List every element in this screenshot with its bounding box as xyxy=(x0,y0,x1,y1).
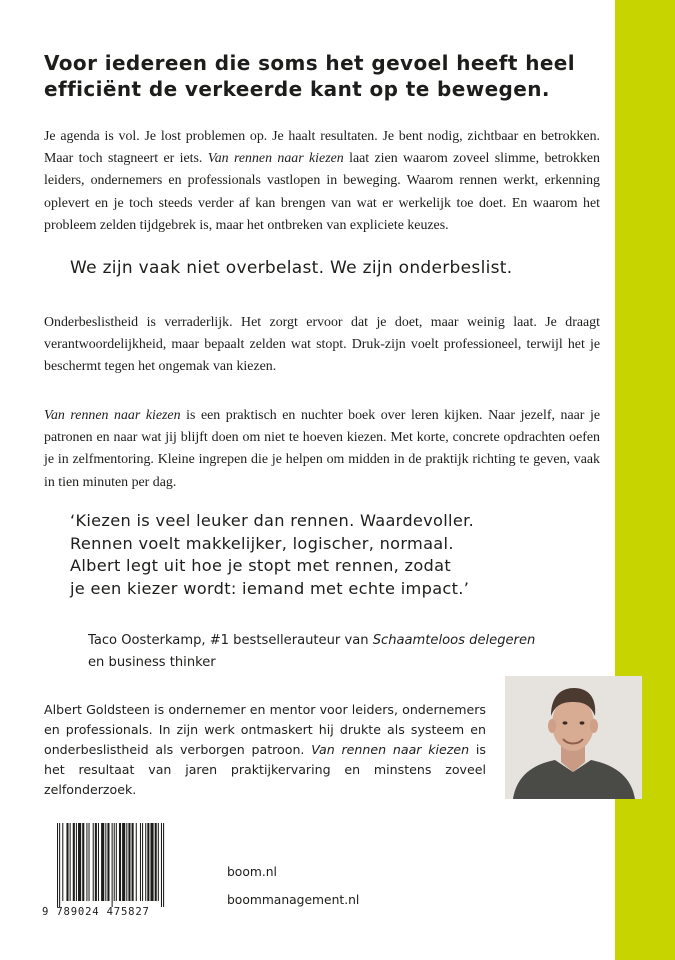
cover-spine-stripe xyxy=(615,0,675,960)
barcode-bar xyxy=(163,823,164,907)
barcode-bar xyxy=(114,823,115,901)
author-bio xyxy=(44,700,486,800)
attribution-role: en business thinker xyxy=(88,655,216,670)
barcode-bar xyxy=(136,823,137,901)
author-photo xyxy=(505,676,642,799)
barcode-bar xyxy=(150,823,153,901)
barcode-bar xyxy=(119,823,121,901)
attribution-name: Taco Oosterkamp, #1 bestsellerauteur van xyxy=(88,633,373,648)
barcode-bar xyxy=(73,823,75,901)
barcode-bar xyxy=(98,823,99,901)
barcode-bar xyxy=(82,823,84,901)
barcode-bar xyxy=(132,823,134,901)
barcode-bar xyxy=(112,823,113,907)
second-paragraph: Onderbeslistheid is verraderlijk. Het zorgt ervoor dat je doet, maar weinig laat. Je draagt verantwoordelijkheid, maar bepaalt zelden wat stopt. Druk-zijn voelt professioneel, terwijl het je beschermt tegen het ongemak van kiezen. xyxy=(44,315,600,375)
intro-text-start: Je agenda is vol. Je lost problemen op. Je haalt resultaten. Je bent nodig, zichtbaar en betrokken. Maar toch stagneert er iets. xyxy=(44,129,600,167)
barcode-bar xyxy=(155,823,157,901)
barcode-bar xyxy=(89,823,90,901)
publisher-url[interactable]: boom.nl xyxy=(227,865,277,879)
publisher-url[interactable]: boommanagement.nl xyxy=(227,893,360,907)
barcode-bar xyxy=(145,823,146,901)
attribution-book-title: Schaamteloos delegeren xyxy=(372,633,536,648)
endorsement-quote: ‘Kiezen is veel leuker dan rennen. Waardevoller. Rennen voelt makkelijker, logischer, normaal. Albert legt uit hoe je stopt met rennen, zodat je een kiezer wordt: iemand met echte impact.’ xyxy=(70,511,475,598)
barcode-bar xyxy=(66,823,68,901)
third-paragraph-text: is een praktisch en nuchter boek over leren kijken. Naar jezelf, naar je patronen en naar wat jij blijft doen om niet te hoeven kiezen. Met korte, concrete opdrachten oefen je in zelfmentoring. Kleine ingrepen die je helpen om midden in de praktijk richting te geven, vaak in tien minuten per dag. xyxy=(44,408,600,490)
intro-text-end: laat zien waarom zoveel slimme, betrokken leiders, ondernemers en professionals vastlopen in beweging. Waarom rennen werkt, erkenning oplevert en je toch steeds verder af kan brengen van wat er werkelijk toe doet. En waarom het probleem zelden tijdgebrek is, maar het ontbreken van expliciete keuzes. xyxy=(44,151,601,233)
back-cover-headline: Voor iedereen die soms het gevoel heeft heel efficiënt de verkeerde kant op te bewegen. xyxy=(44,51,576,101)
barcode-bar xyxy=(161,823,162,907)
barcode-bar xyxy=(116,823,117,901)
endorsement-attribution xyxy=(88,630,608,674)
barcode-bar xyxy=(122,823,125,901)
isbn-number: 9 789024 475827 xyxy=(42,906,150,918)
barcode-bar xyxy=(57,823,58,907)
intro-book-title: Van rennen naar kiezen xyxy=(207,151,344,167)
bio-text-start: Albert Goldsteen is ondernemer en mentor voor leiders, ondernemers en professionals. In zijn werk ontmaskert hij drukte als systeem en onderbeslistheid als verborgen patroon. xyxy=(44,702,486,757)
barcode-bar xyxy=(126,823,127,901)
barcode-bar xyxy=(101,823,104,901)
barcode-bar xyxy=(76,823,77,901)
intro-paragraph xyxy=(44,126,600,237)
barcode-bar xyxy=(86,823,87,901)
barcode-bar xyxy=(140,823,141,901)
barcode-bar xyxy=(107,823,109,901)
barcode-bar xyxy=(147,823,149,901)
bio-book-title: Van rennen naar kiezen xyxy=(311,742,470,757)
barcode-bar xyxy=(93,823,94,901)
barcode-bar xyxy=(62,823,63,901)
barcode-bar xyxy=(95,823,97,901)
pull-quote: We zijn vaak niet overbelast. We zijn onderbeslist. xyxy=(70,258,513,278)
barcode-bar xyxy=(158,823,159,901)
third-paragraph-book-title: Van rennen naar kiezen xyxy=(44,408,181,423)
author-portrait-icon xyxy=(505,676,642,799)
barcode-bar xyxy=(128,823,130,901)
barcode-bar xyxy=(59,823,60,907)
barcode-bar xyxy=(142,823,143,901)
publisher-urls xyxy=(227,858,359,914)
bio-text-end: is het resultaat van jaren praktijkervaring en minstens zoveel zelfonderzoek. xyxy=(44,742,486,797)
barcode-bar xyxy=(78,823,81,901)
barcode-bar xyxy=(105,823,106,901)
third-paragraph xyxy=(44,405,600,494)
barcode-bar xyxy=(70,823,71,901)
